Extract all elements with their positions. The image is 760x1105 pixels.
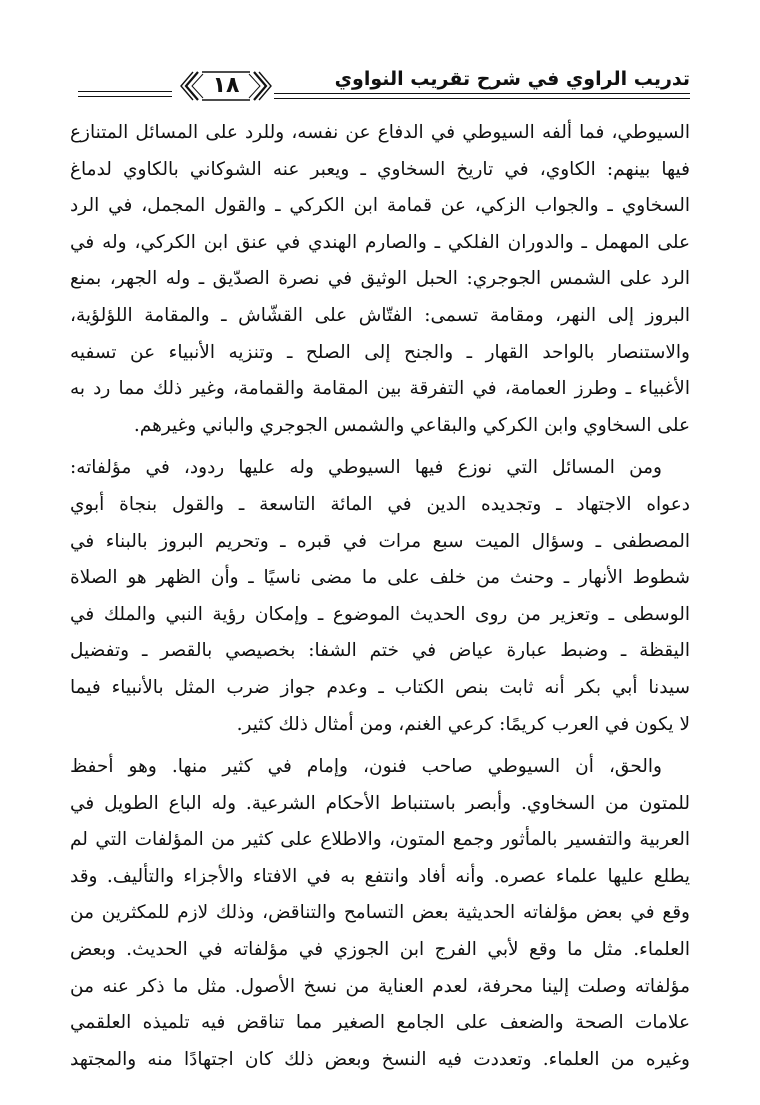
text-line: العربية والتفسير بالمأثور وجمع المتون، والاطلاع على كثير من المؤلفات التي لم <box>70 829 690 851</box>
text-line: المصطفى ـ وسؤال الميت سبع مرات في قبره ـ وتحريم البروز بالبناء في <box>70 530 690 552</box>
text-line: ومن المسائل التي نوزع فيها السيوطي وله عليها ردود، في مؤلفاته: <box>70 457 662 479</box>
text-line: اليقظة ـ وضبط عبارة عياض في ختم الشفا: بخصيصي بالقصر ـ وتفضيل <box>70 640 690 662</box>
text-line: والحق، أن السيوطي صاحب فنون، وإمام في كثير منها. وهو أحفظ <box>70 756 662 778</box>
text-line: الرد على الشمس الجوجري: الحبل الوثيق في نصرة الصدّيق ـ وله الجهر، بمنع <box>70 268 690 290</box>
page-number: ١٨ <box>212 73 240 98</box>
text-line: وقع في بعض مؤلفاته الحديثية بعض التسامح والتناقض، وذلك لازم للمكثرين من <box>70 902 690 924</box>
main-text <box>70 115 690 1078</box>
paragraph <box>70 115 690 444</box>
running-title: تدريب الراوي في شرح تقريب النواوي <box>334 68 690 90</box>
text-line: البروز إلى النهر، ومقامة تسمى: الفتّاش على القشّاش ـ والمقامة اللؤلؤية، <box>70 304 690 326</box>
text-line: شطوط الأنهار ـ وحنث من خلف على ما مضى ناسيًا ـ وأن الظهر هو الصلاة <box>70 567 690 589</box>
paragraph <box>70 450 690 743</box>
text-line: السخاوي ـ والجواب الزكي، عن قمامة ابن الكركي ـ والقول المجمل، في الرد <box>70 195 690 217</box>
text-line: والاستنصار بالواحد القهار ـ والجنح إلى الصلح ـ وتنزيه الأنبياء عن تسفيه <box>70 341 690 363</box>
text-line: سيدنا أبي بكر أنه ثابت بنص الكتاب ـ وعدم جواز ضرب المثل بالأنبياء فيما <box>70 676 690 698</box>
text-line: دعواه الاجتهاد ـ وتجديده الدين في المائة التاسعة ـ والقول بنجاة أبوي <box>70 493 690 515</box>
text-line: لا يكون في العرب كريمًا: كرعي الغنم، ومن أمثال ذلك كثير. <box>236 713 690 735</box>
paragraph <box>70 749 690 1078</box>
text-line: الأغبياء ـ وطرز العمامة، في التفرقة بين المقامة والقمامة، وغير ذلك مما رد به <box>70 378 690 400</box>
text-line: السيوطي، فما ألفه السيوطي في الدفاع عن نفسه، وللرد على المسائل المتنازع <box>70 122 690 143</box>
text-line: للمتون من السخاوي. وأبصر باستنباط الأحكام الشرعية. وله الباع الطويل في <box>70 792 690 814</box>
text-line: مؤلفاته وصلت إلينا محرفة، لعدم العناية من نسخ الأصول. مثل ما ذكر عنه من <box>70 975 690 997</box>
text-line: يطلع عليها علماء عصره. وأنه أفاد وانتفع به في الافتاء والأجزاء والتأليف. وقد <box>70 865 690 887</box>
text-line: فيها بينهم: الكاوي، في تاريخ السخاوي ـ ويعبر عنه الشوكاني بالكاوي لدماغ <box>70 158 690 180</box>
text-line: على المهمل ـ والدوران الفلكي ـ والصارم الهندي في عنق ابن الكركي، وله في <box>70 231 690 253</box>
text-line: وغيره من العلماء. وتعددت فيه النسخ وبعض ذلك كان اجتهادًا منه والمجتهد <box>70 1048 690 1070</box>
text-line: الوسطى ـ وتعزير من روى الحديث الموضوع ـ وإمكان رؤية النبي والملك في <box>70 603 690 625</box>
text-line: علامات الصحة والضعف على الجامع الصغير مما تناقض فيه تلميذه العلقمي <box>70 1012 690 1034</box>
text-line: العلماء. مثل ما وقع لأبي الفرج ابن الجوزي في مؤلفاته في الحديث. وبعض <box>70 939 690 961</box>
header-left-rule <box>70 84 178 104</box>
page-number-badge <box>178 68 274 104</box>
text-line: على السخاوي وابن الكركي والبقاعي والشمس الجوجري والباني وغيرهم. <box>133 414 690 436</box>
